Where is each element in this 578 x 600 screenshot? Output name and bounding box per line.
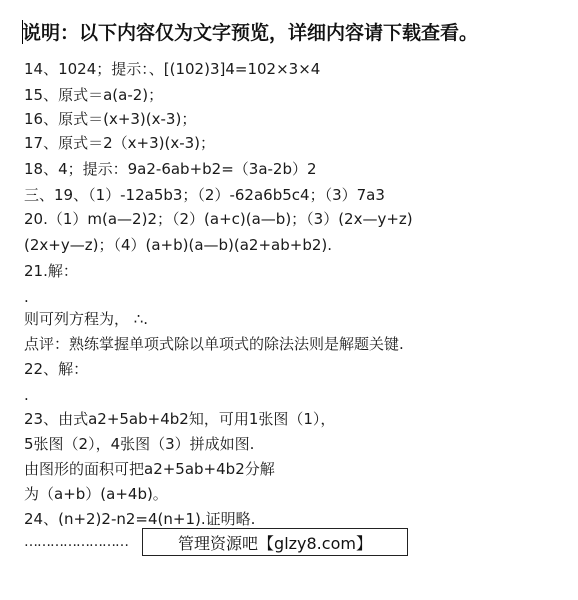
answer-line-23-cont1: 5张图（2），4张图（3）拼成如图. [24, 435, 255, 453]
answer-line-14: 14、1024；提示：、[(102)3]4=102×3×4 [24, 60, 321, 78]
answer-line-23-cont2: 由图形的面积可把a2+5ab+4b2分解 [24, 460, 275, 478]
answer-line-15: 15、原式＝a(a-2)； [24, 86, 164, 104]
answer-line-22-dot: . [24, 386, 29, 404]
answer-line-21-eq: 则可列方程为， ∴. [24, 310, 149, 328]
answer-line-21-dot: . [24, 288, 29, 306]
answer-line-20-cont: (2x+y—z)；（4）(a+b)(a—b)(a2+ab+b2). [24, 236, 333, 254]
answer-line-23-cont3: 为（a+b）(a+4b)。 [24, 485, 168, 503]
answer-line-19: 三、19、（1）-12a5b3；（2）-62a6b5c4；（3）7a3 [24, 186, 385, 204]
answer-line-21: 21.解： [24, 262, 78, 280]
answer-line-comment: 点评：熟练掌握单项式除以单项式的除法法则是解题关键. [24, 335, 404, 353]
answer-line-16: 16、原式＝(x+3)(x-3)； [24, 110, 197, 128]
answer-line-22: 22、解： [24, 360, 89, 378]
answer-line-20: 20.（1）m(a—2)2；（2）(a+c)(a—b)；（3）(2x—y+z) [24, 210, 413, 228]
site-watermark-link[interactable]: 管理资源吧【glzy8.com】 [142, 528, 408, 556]
answer-line-23: 23、由式a2+5ab+4b2知，可用1张图（1）， [24, 410, 336, 428]
answer-line-24: 24、(n+2)2-n2=4(n+1).证明略. [24, 510, 256, 528]
preview-notice: 说明：以下内容仅为文字预览，详细内容请下载查看。 [22, 22, 479, 44]
answer-line-17: 17、原式＝2（x+3)(x-3)； [24, 134, 216, 152]
answer-line-18: 18、4；提示：9a2-6ab+b2=（3a-2b）2 [24, 160, 317, 178]
dotted-leader: …………………… [24, 534, 128, 550]
